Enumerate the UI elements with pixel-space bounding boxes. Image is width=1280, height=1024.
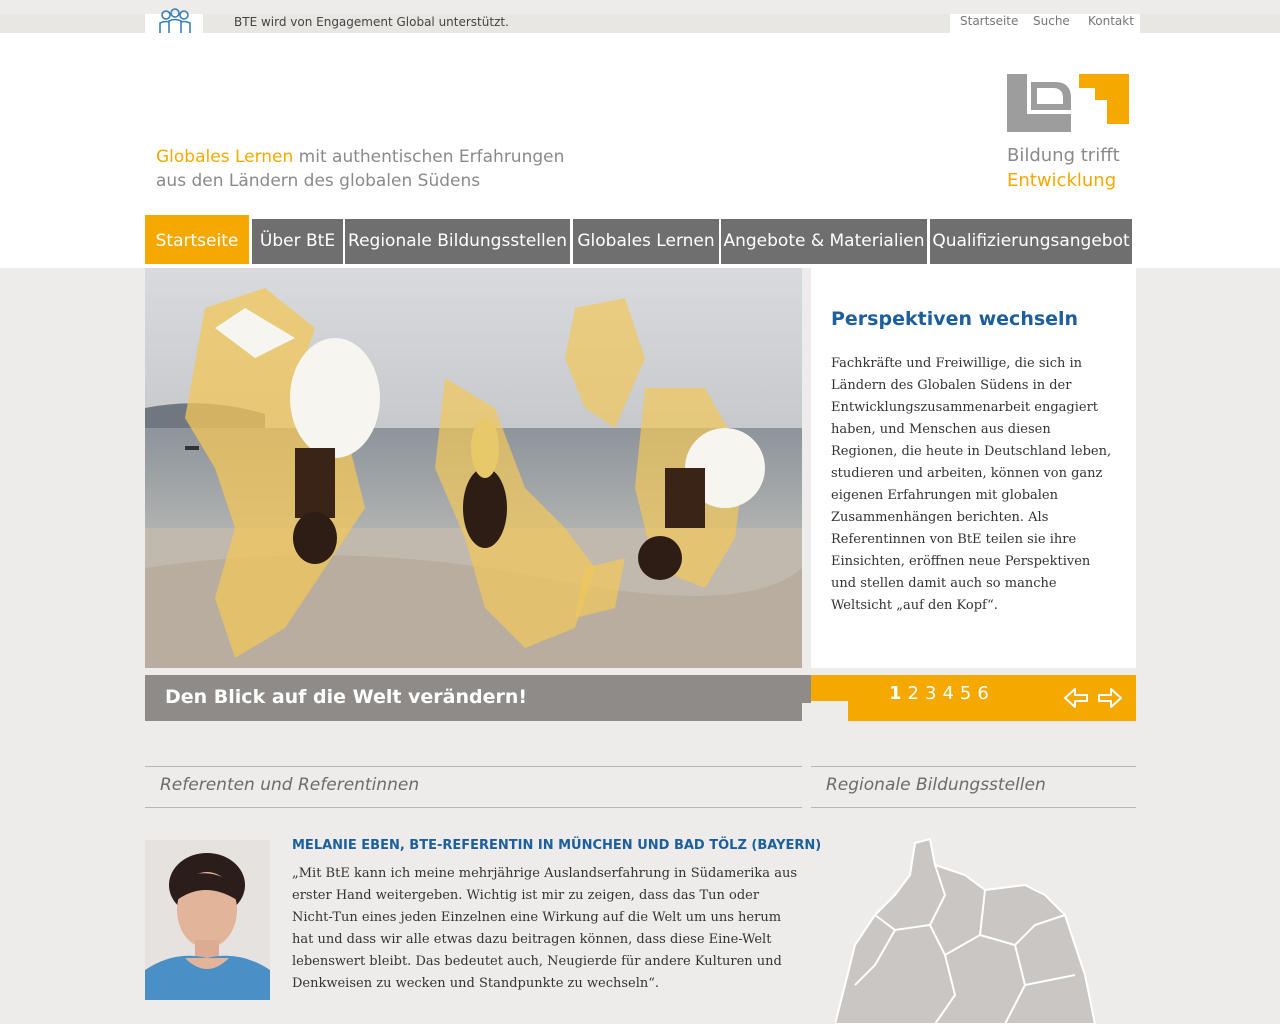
portrait-photo [145,840,270,1000]
hero-image[interactable] [145,268,802,668]
page-tagline [156,145,564,193]
slider-page-6[interactable]: 6 [977,683,989,704]
slider-page-3[interactable]: 3 [924,683,937,704]
slider-info-box [811,268,1136,668]
slider-text: Fachkräfte und Freiwillige, die sich in Ländern des Globalen Südens in der Entwicklungszusammenarbeit engagiert haben, und Menschen aus diesen Regionen, die heute in Deutschland leben, studieren und arbeiten, können von ganz eigenen Erfahrungen mit globalen Zusammenhängen berichten. Als Referentinnen von BtE teilen sie ihre Einsichten, eröffnen neue Perspektiven und stellen damit auch so manche Weltsicht „auf den Kopf“. [831,356,1112,613]
slider-caption: Den Blick auf die Welt verändern! [165,686,528,708]
tagline-highlight: Globales Lernen [156,147,294,167]
referenten-heading: Referenten und Referentinnen [160,775,420,795]
referent-portrait[interactable] [145,840,270,1000]
regional-heading-bar [811,766,1136,808]
logo-text-line2: Entwicklung [1007,170,1117,191]
topnav-kontakt[interactable]: Kontakt [1088,14,1134,28]
slider-pager [811,675,1136,721]
engagement-global-note: BTE wird von Engagement Global unterstützt. [234,15,509,29]
nav-item-regionale-bildungsstellen[interactable]: Regionale Bildungsstellen [345,219,570,264]
nav-item-qualifizierungsangebot[interactable]: Qualifizierungsangebot [930,219,1132,264]
topnav-suche[interactable]: Suche [1033,14,1070,28]
germany-states-map [835,835,1135,1024]
tagline-line2: aus den Ländern des globalen Südens [156,171,481,191]
hero-photo-capoeira-beach [145,268,802,668]
bte-logo-icon[interactable] [1007,74,1129,132]
previous-arrow-icon[interactable] [1063,685,1089,711]
nav-item-angebote-materialien[interactable]: Angebote & Materialien [721,219,927,264]
slider-caption-bar [145,675,811,721]
nav-item-ueber-bte[interactable]: Über BtE [252,219,343,264]
slider-page-5[interactable]: 5 [959,683,972,704]
referenten-heading-bar [145,766,802,808]
nav-item-startseite[interactable]: Startseite [145,215,249,264]
regional-heading: Regionale Bildungsstellen [826,775,1046,795]
slider-page-4[interactable]: 4 [942,683,954,704]
slider-page-numbers [889,683,989,704]
topnav-startseite[interactable]: Startseite [960,14,1019,28]
referent-quote: „Mit BtE kann ich meine mehrjährige Auslandserfahrung in Südamerika aus erster Hand weitergeben. Wichtig ist mir zu zeigen, dass das Tun oder Nicht-Tun eines jeden Einzelnen eine Wirkung auf die Welt um uns herum hat und dass wir alle etwas dazu beitragen können, dass diese Eine-Welt lebenswert bleibt. Das bedeutet auch, Neugierde für andere Kulturen und Denkweisen zu wecken und Standpunkte zu wechseln“. [292,866,797,991]
slider-page-1[interactable]: 1 [889,683,902,704]
tagline-rest: mit authentischen Erfahrungen [293,147,565,167]
referent-title[interactable]: MELANIE EBEN, BTE-REFERENTIN IN MÜNCHEN UND BAD TÖLZ (BAYERN) [292,838,822,853]
next-arrow-icon[interactable] [1097,685,1123,711]
logo-text-line1: Bildung trifft [1007,145,1120,166]
slider-title: Perspektiven wechseln [831,308,1079,330]
germany-map[interactable] [835,835,1135,1024]
slider-page-2[interactable]: 2 [907,683,919,704]
nav-item-globales-lernen[interactable]: Globales Lernen [573,219,719,264]
